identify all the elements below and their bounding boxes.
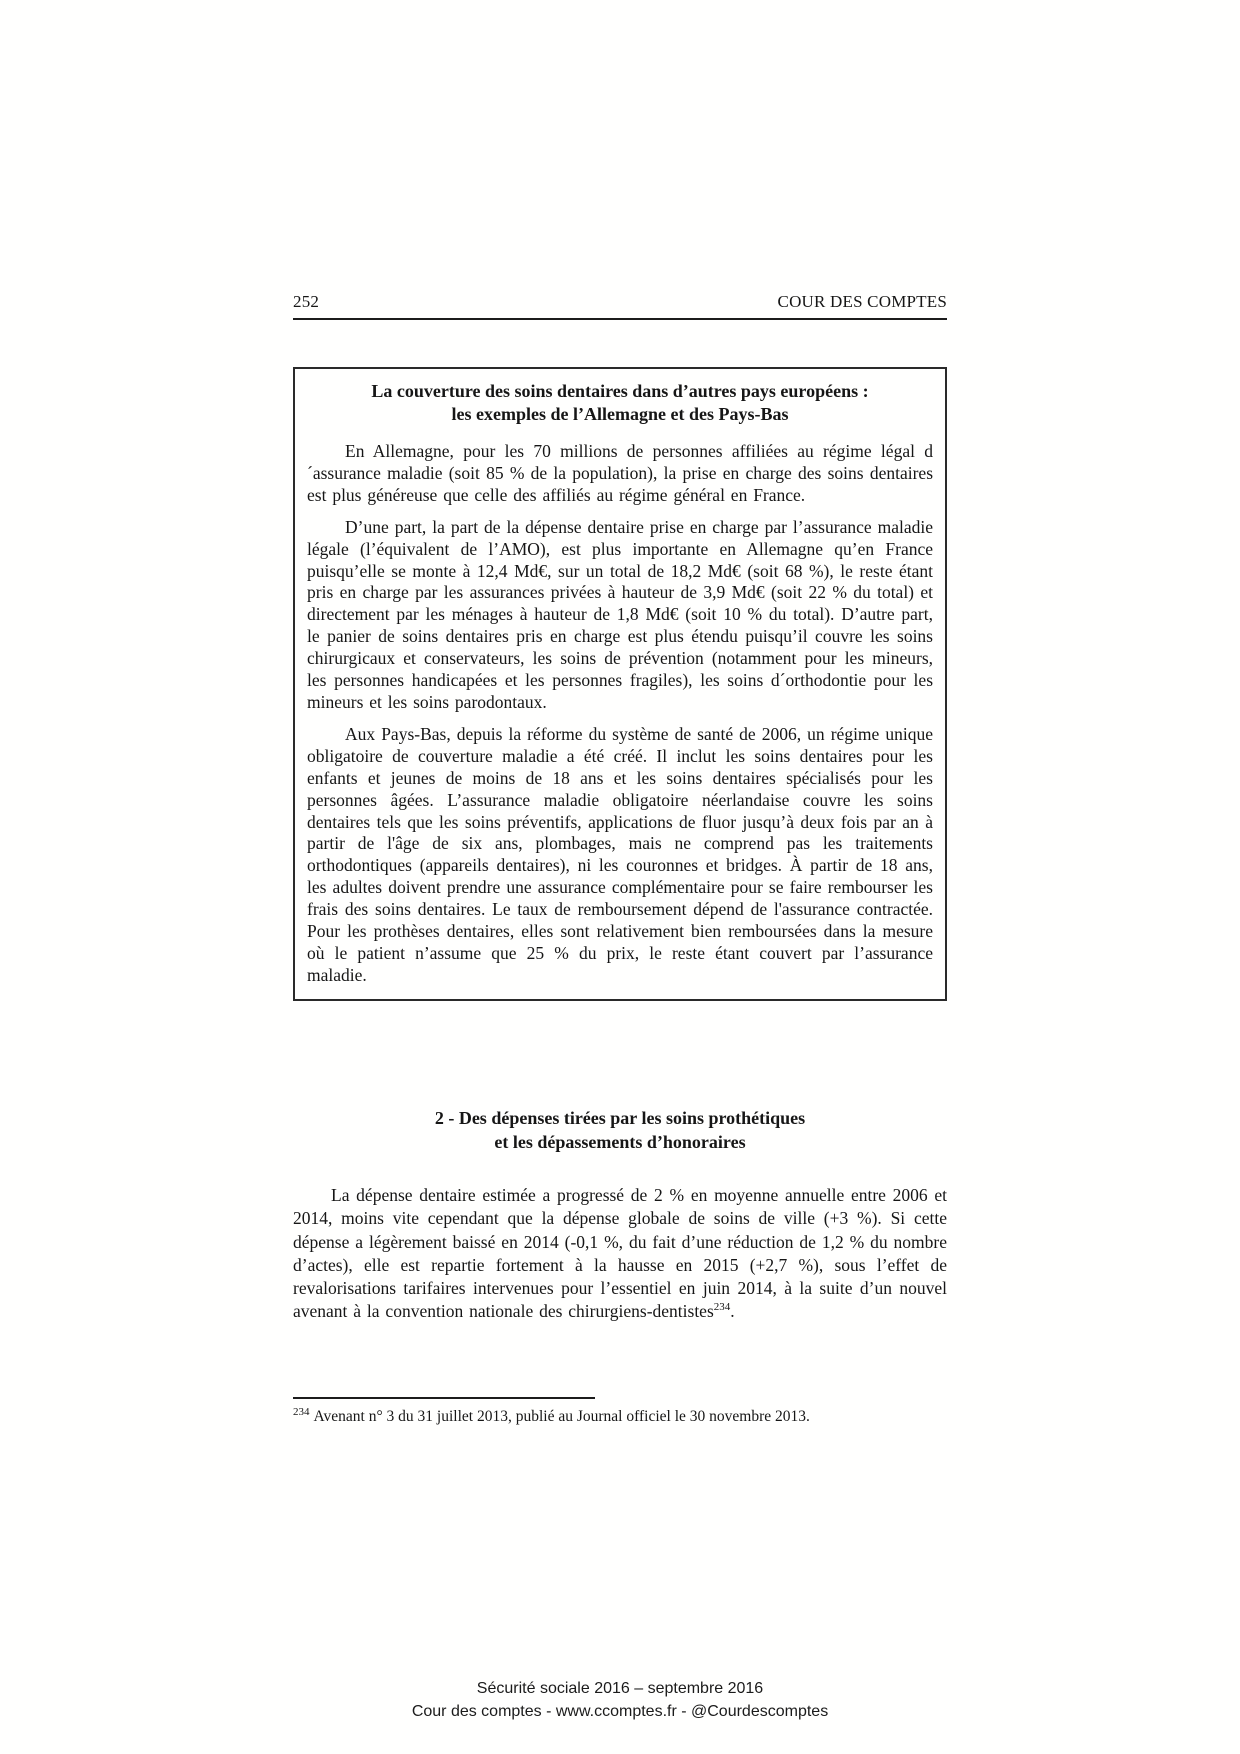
section-heading-line1: 2 - Des dépenses tirées par les soins prothétiques [434, 1108, 806, 1128]
footnote-separator-rule [293, 1397, 595, 1399]
body-paragraph-end: . [730, 1301, 735, 1322]
box-paragraph-germany-intro: En Allemagne, pour les 70 millions de personnes affiliées au régime légal d´assurance maladie (soit 85 % de la population), la prise en charge des soins dentaires est plus généreuse que celle des affiliés au régime général en France. [307, 441, 933, 505]
footer-publication-line: Sécurité sociale 2016 – septembre 2016 [476, 1680, 764, 1697]
footer-source-line: Cour des comptes - www.ccomptes.fr - @Courdescomptes [411, 1703, 829, 1720]
footnote-reference: 234 [713, 1301, 731, 1314]
box-title-line1: La couverture des soins dentaires dans d’autres pays européens : [371, 381, 869, 401]
section-heading [293, 1106, 947, 1154]
box-paragraph-germany-detail: D’une part, la part de la dépense dentaire prise en charge par l’assurance maladie légale (l’équivalent de l’AMO), est plus importante en Allemagne qu’en France puisqu’elle se monte à 12,4 Md€, sur un total de 18,2 Md€ (soit 68 %), le reste étant pris en charge par les assurances privées à hauteur de 3,9 Md€ (soit 22 % du total) et directement par les ménages à hauteur de 1,8 Md€ (soit 10 % du total). D’autre part, le panier de soins dentaires pris en charge est plus étendu puisqu’il couvre les soins chirurgicaux et conservateurs, les soins de prévention (notamment pour les mineurs, les personnes handicapées et les personnes fragiles), les soins d´orthodontie pour les mineurs et les soins parodontaux. [307, 516, 933, 712]
footnote-marker: 234 [293, 1405, 310, 1418]
box-title-line2: les exemples de l’Allemagne et des Pays-Bas [451, 404, 789, 424]
page-footer [0, 1677, 1240, 1723]
running-title: COUR DES COMPTES [777, 292, 947, 311]
box-title [307, 380, 933, 426]
body-paragraph [293, 1184, 947, 1324]
section-heading-line2: et les dépassements d’honoraires [494, 1132, 746, 1152]
box-paragraph-netherlands: Aux Pays-Bas, depuis la réforme du système de santé de 2006, un régime unique obligatoire de couverture maladie a été créé. Il inclut les soins dentaires pour les enfants et jeunes de moins de 18 ans et les soins dentaires spécialisés pour les personnes âgées. L’assurance maladie obligatoire néerlandaise couvre les soins dentaires tels que les soins préventifs, applications de fluor jusqu’à deux fois par an à partir de l'âge de six ans, plombages, mais ne comprend pas les traitements orthodontiques (appareils dentaires), ni les couronnes et bridges. À partir de 18 ans, les adultes doivent prendre une assurance complémentaire pour se faire rembourser les frais des soins dentaires. Le taux de remboursement dépend de l'assurance contractée. Pour les prothèses dentaires, elles sont relativement bien remboursées dans la mesure où le patient n’assume que 25 % du prix, le reste étant couvert par l’assurance maladie. [307, 723, 933, 985]
page-header [293, 292, 947, 320]
footnote [293, 1406, 947, 1427]
page-number: 252 [293, 292, 320, 311]
country-examples-box [293, 367, 947, 1001]
footnote-text: Avenant n° 3 du 31 juillet 2013, publié au Journal officiel le 30 novembre 2013. [313, 1408, 810, 1425]
body-paragraph-text: La dépense dentaire estimée a progressé de 2 % en moyenne annuelle entre 2006 et 2014, moins vite cependant que la dépense globale de soins de ville (+3 %). Si cette dépense a légèrement baissé en 2014 (-0,1 %, du fait d’une réduction de 1,2 % du nombre d’actes), elle est repartie fortement à la hausse en 2015 (+2,7 %), sous l’effet de revalorisations tarifaires intervenues pour l’essentiel en juin 2014, à la suite d’un nouvel avenant à la convention nationale des chirurgiens-dentistes [293, 1185, 947, 1322]
